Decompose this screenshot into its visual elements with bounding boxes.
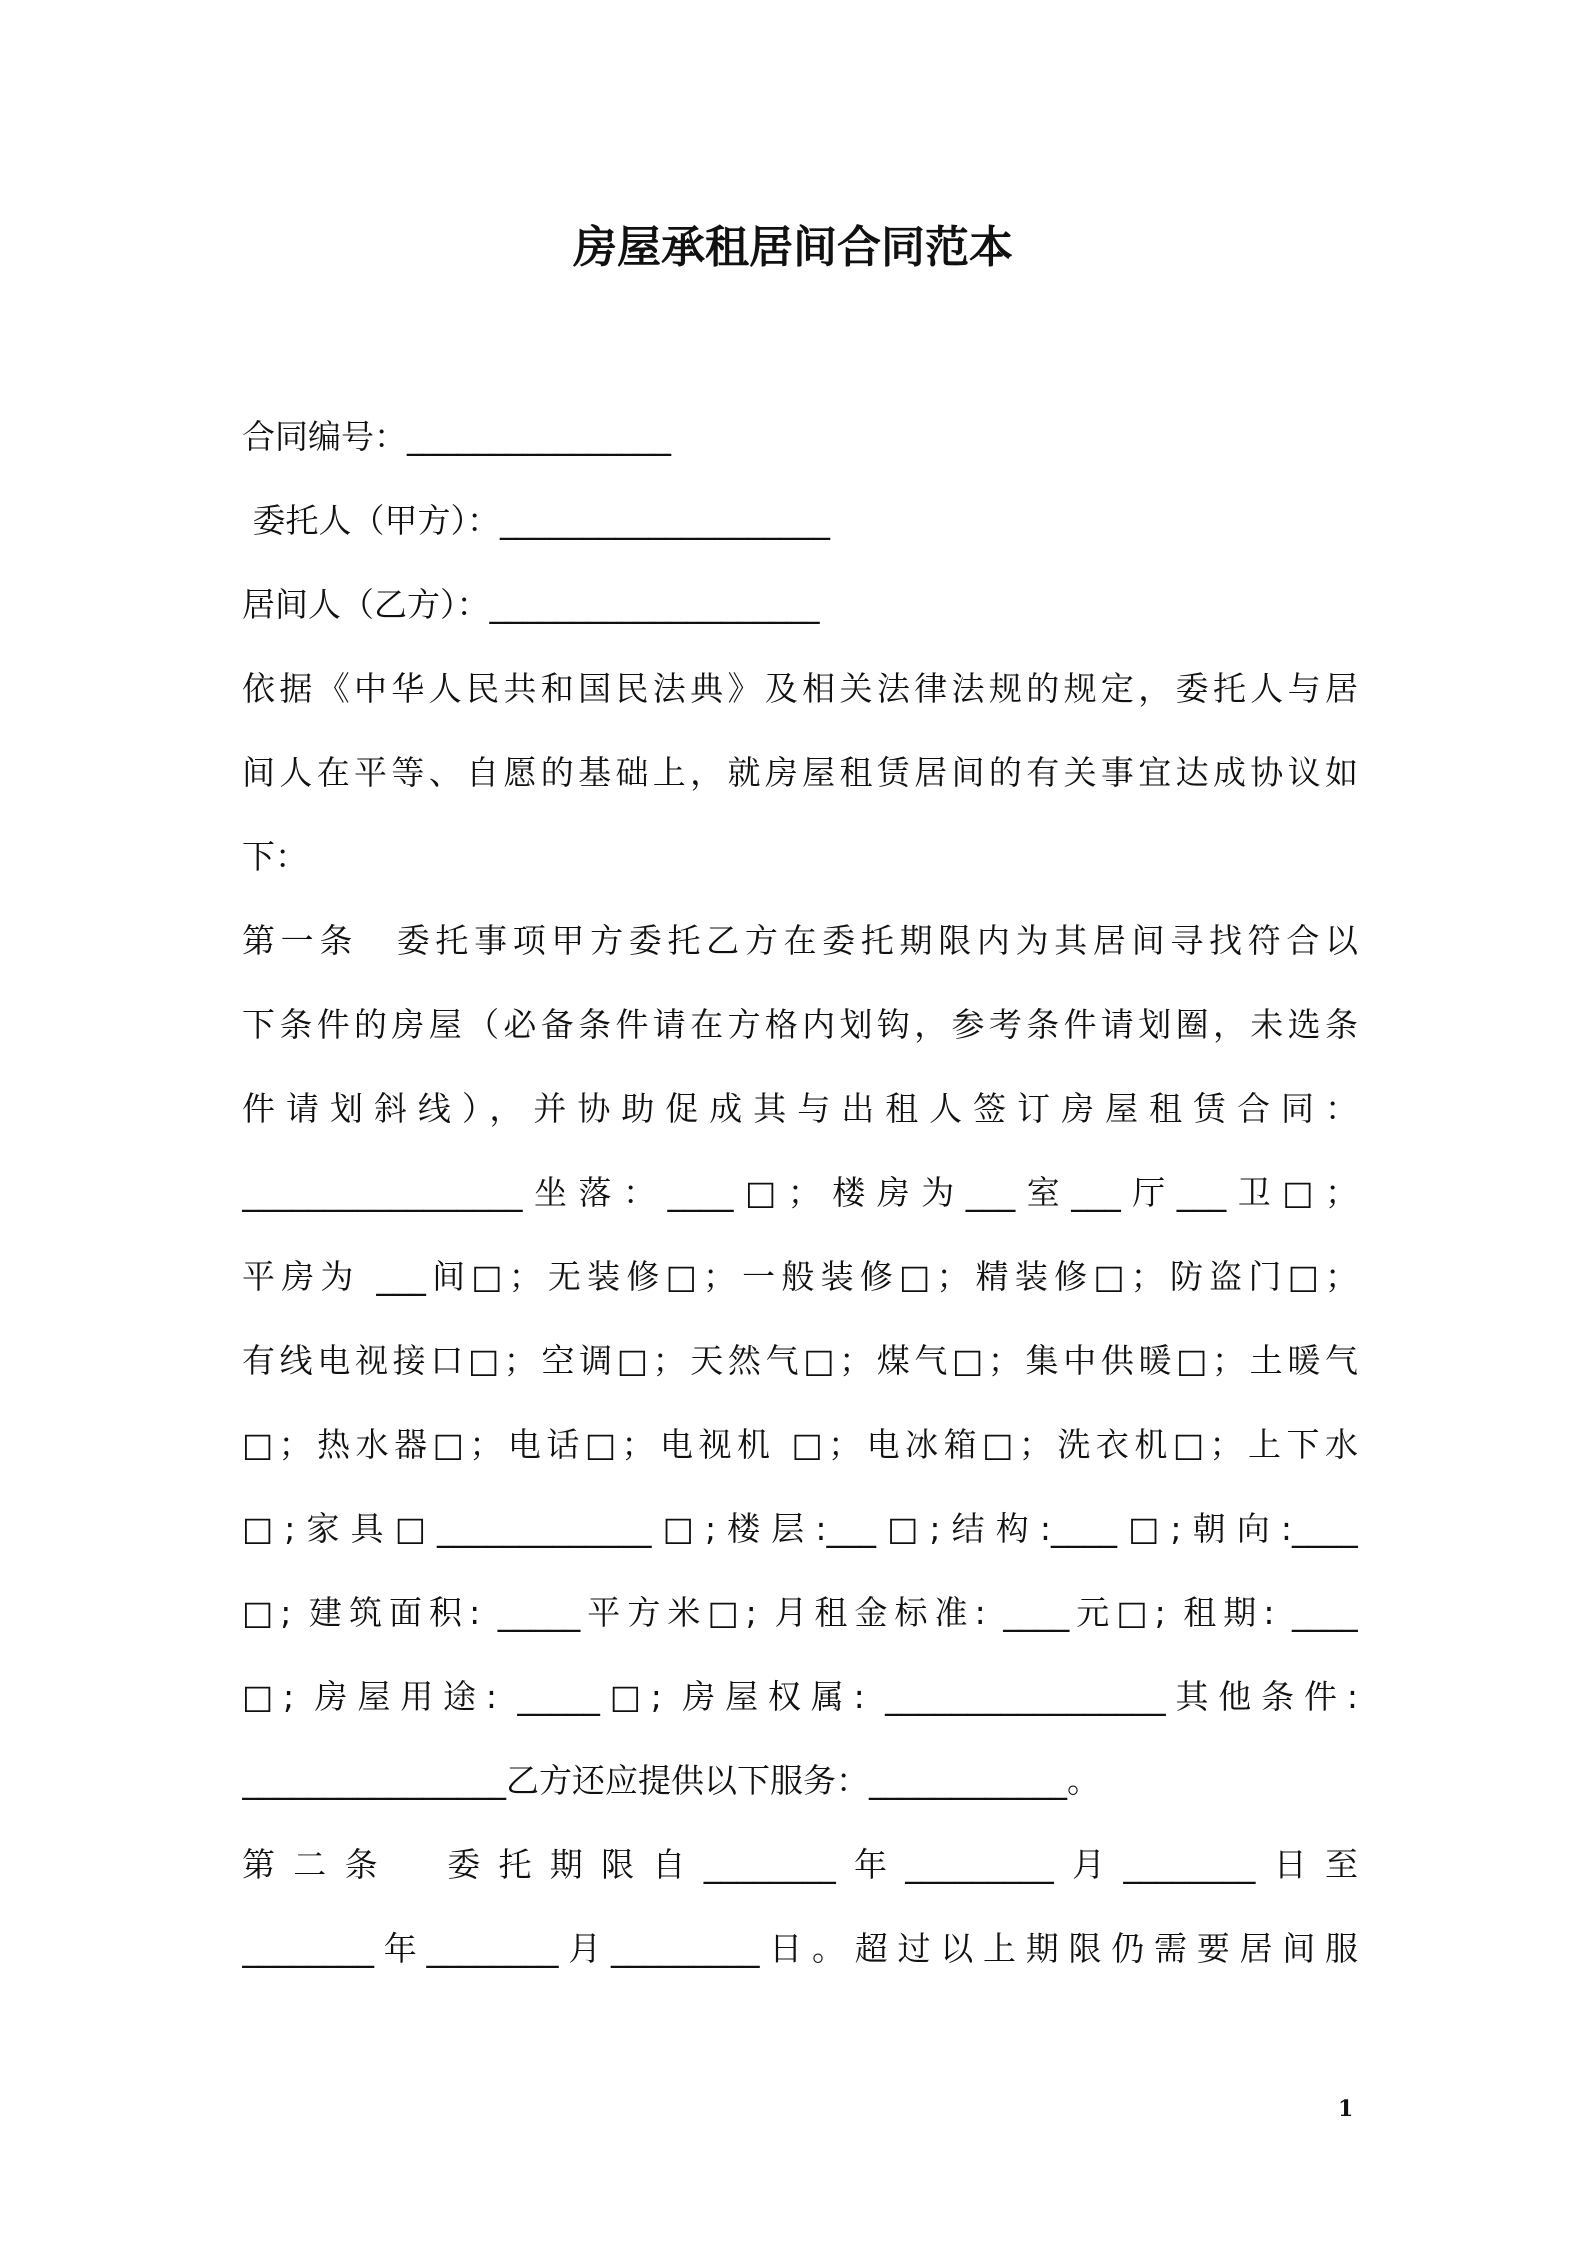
contract-number-line: 合同编号：________________ [242, 417, 671, 456]
article-1-line: □; 建筑面积: _____平方米□; 月租金标准: ____元□; 租期: ____ [242, 1593, 1358, 1632]
article-2-line: 第二条 委托期限自________年_________月________日至 [242, 1845, 1358, 1884]
article-1-line: 有线电视接口□；空调□；天然气□；煤气□；集中供暖□；土暖气 [242, 1341, 1358, 1380]
article-1-line: ________________乙方还应提供以下服务：____________。 [242, 1761, 1100, 1800]
article-1-line: □；热水器□；电话□；电视机 □；电冰箱□；洗衣机□；上下水 [242, 1425, 1358, 1464]
article-1-line: _________________坐落：____□；楼房为___室___厅___卫□； [242, 1173, 1358, 1212]
paragraph-line: 间人在平等、自愿的基础上，就房屋租赁居间的有关事宜达成协议如 [242, 753, 1358, 792]
paragraph-line: 依据《中华人民共和国民法典》及相关法律法规的规定，委托人与居 [242, 669, 1358, 708]
document-title: 房屋承租居间合同范本 [573, 222, 1013, 273]
document-body [242, 395, 1358, 1991]
article-1-line: 第一条 委托事项甲方委托乙方在委托期限内为其居间寻找符合以 [242, 921, 1358, 960]
article-1-line: □; 房屋用途: _____□; 房屋权属: _________________其他条件: [242, 1677, 1358, 1716]
party-a-line: 委托人（甲方）：____________________ [242, 501, 830, 540]
article-2-line: ________年________月_________日。超过以上期限仍需要居间服 [242, 1929, 1358, 1968]
article-1-line: 平房为 ___间□；无装修□；一般装修□；精装修□；防盗门□； [242, 1257, 1358, 1296]
party-b-line: 居间人（乙方）：____________________ [242, 585, 820, 624]
paragraph-line: 下： [242, 837, 308, 876]
article-1-line: 下条件的房屋（必备条件请在方格内划钩，参考条件请划圈，未选条 [242, 1005, 1358, 1044]
article-1-line: □;家具□_____________□;楼层:___□;结构:____□;朝向:____ [242, 1509, 1358, 1548]
article-1-line: 件请划斜线），并协助促成其与出租人签订房屋租赁合同： [242, 1089, 1358, 1128]
page-number: 1 [1338, 2096, 1354, 2122]
